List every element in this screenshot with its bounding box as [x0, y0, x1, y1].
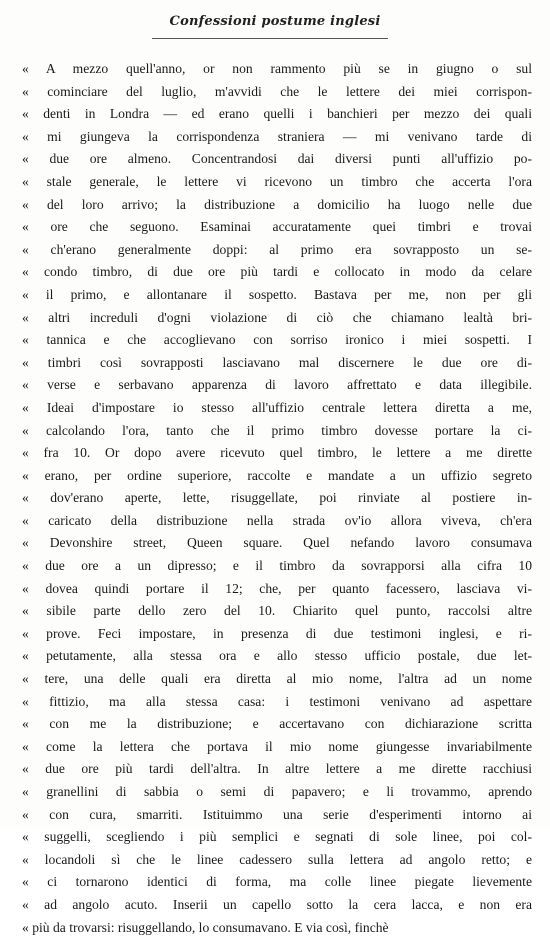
text-line: « dovea quindi portare il 12; che, per quanto facessero, lasciava vi-	[22, 580, 532, 596]
text-line: « due ore almeno. Concentrandosi dai diversi punti all'uffizio po-	[22, 151, 532, 167]
text-line: « petutamente, alla stessa ora e allo stesso ufficio postale, due let-	[22, 648, 532, 664]
text-line: « timbri così sovrapposti lasciavano mal discernere le due ore di-	[22, 354, 532, 370]
text-line: « granellini di sabbia o semi di papavero; e li trovammo, aprendo	[22, 784, 532, 799]
text-line: « calcolando l'ora, tanto che il primo timbro dovesse portare la ci-	[22, 422, 532, 438]
text-line: « fra 10. Or dopo avere ricevuto quel timbro, le lettere a me dirette	[22, 445, 532, 461]
text-line: « più da trovarsi: risuggellando, lo consumavano. E via così, finchè	[22, 919, 389, 935]
text-line: « mi giungeva la corrispondenza straniera — mi venivano tarde di	[22, 128, 532, 144]
header-rule	[152, 38, 388, 39]
text-line: « denti in Londra — ed erano quelli i banchieri per mezzo dei quali	[22, 106, 532, 122]
text-line: « erano, per ordine superiore, raccolte e mandate a un uffizio segreto	[22, 467, 532, 483]
body-text	[22, 58, 532, 939]
text-line: « condo timbro, di due ore più tardi e collocato in modo da celare	[22, 264, 532, 280]
text-line: « come la lettera che portava il mio nome giungesse invariabilmente	[22, 738, 532, 754]
text-line: « ci tornarono identici di forma, ma colle linee piegate lievemente	[22, 874, 532, 890]
text-line: « cominciare del luglio, m'avvidi che le lettere dei miei corrispon-	[22, 83, 532, 99]
text-line: « A mezzo quell'anno, or non rammento più se in giugno o sul	[22, 61, 532, 76]
text-line: « tere, una delle quali era diretta al mio nome, l'altra ad un nome	[22, 671, 532, 687]
text-line: « Devonshire street, Queen square. Quel nefando lavoro consumava	[22, 535, 532, 551]
text-line: « prove. Feci impostare, in presenza di due testimoni inglesi, e ri-	[22, 625, 532, 641]
text-line: « del loro arrivo; la distribuzione a domicilio ha luogo nelle due	[22, 196, 532, 212]
text-line: « ad angolo acuto. Inserii un capello sotto la cera lacca, e non era	[22, 896, 532, 912]
text-line: « con me la distribuzione; e accertavano con dichiarazione scritta	[22, 716, 532, 732]
text-line: « altri increduli d'ogni violazione di ciò che chiamano lealtà bri-	[22, 309, 532, 325]
text-line: « verse e serbavano apparenza di lavoro affrettato e data illegibile.	[22, 377, 532, 393]
text-line: « stale generale, le lettere vi ricevono un timbro che accerta l'ora	[22, 173, 532, 189]
text-line: « ore che seguono. Esaminai accuratamente quei timbri e trovai	[22, 219, 532, 235]
text-line: « fittizio, ma alla stessa casa: i testimoni venivano ad aspettare	[22, 693, 532, 709]
text-line: « tannica e che accoglievano con sorriso ironico i miei sospetti. I	[22, 332, 532, 348]
text-line: « sibile parte dello zero del 10. Chiarito quel punto, raccolsi altre	[22, 603, 532, 619]
text-line: « locandoli sì che le linee cadessero sulla lettera ad angolo retto; e	[22, 851, 532, 867]
text-line: « caricato della distribuzione nella strada ov'io allora viveva, ch'era	[22, 512, 532, 528]
text-line: « due ore a un dipresso; e il timbro da sovrapporsi alla cifra 10	[22, 558, 532, 574]
text-line: « il primo, e allontanare il sospetto. Bastava per me, non per gli	[22, 286, 532, 302]
text-line: « due ore più tardi dell'altra. In altre lettere a me dirette racchiusi	[22, 761, 532, 777]
running-head: Confessioni postume inglesi	[169, 14, 381, 29]
text-line: « con cura, smarriti. Istituimmo una serie d'esperimenti intorno ai	[22, 806, 532, 822]
text-line: « ch'erano generalmente doppi: al primo era sovrapposto un se-	[22, 241, 532, 257]
text-line: « dov'erano aperte, lette, risuggellate, poi rinviate al postiere in-	[22, 490, 532, 506]
text-line: « suggelli, scegliendo i più semplici e segnati di sole linee, poi col-	[22, 829, 532, 845]
text-line: « Ideai d'impostare io stesso all'uffizio centrale lettera diretta a me,	[22, 399, 532, 415]
